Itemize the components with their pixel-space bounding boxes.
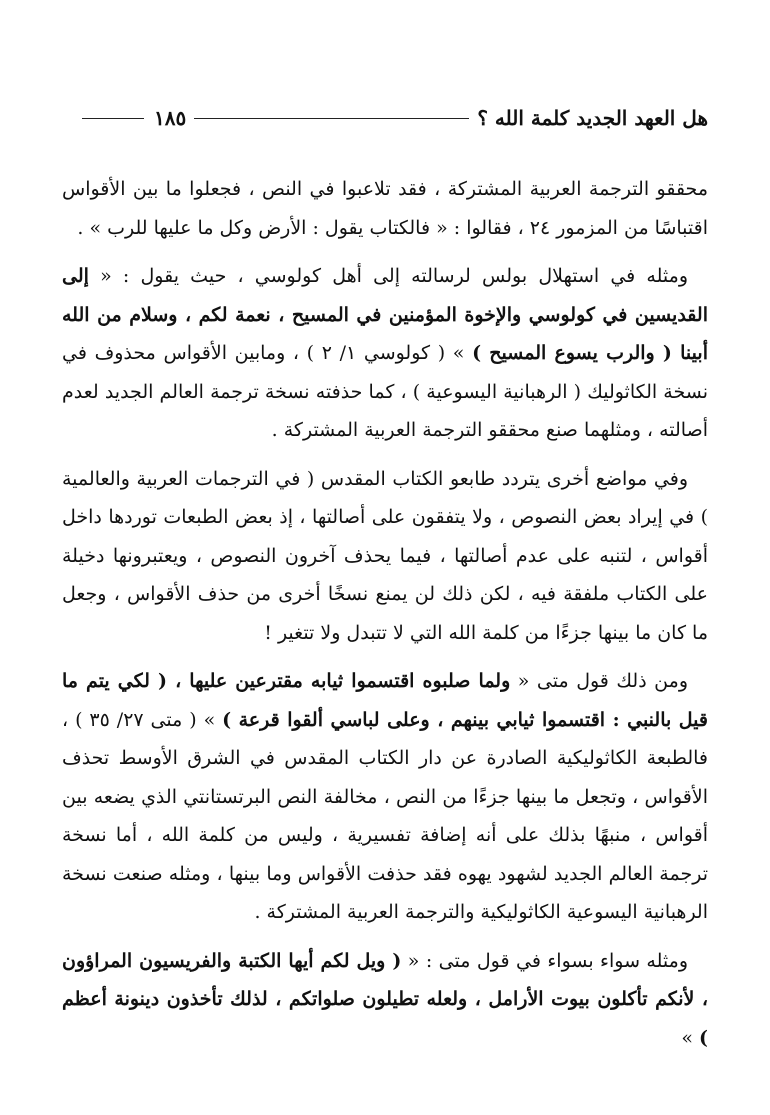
- paragraph-text: » ( متى ٢٧/ ٣٥ ) ، فالطبعة الكاثوليكية الصادرة عن دار الكتاب المقدس في الشرق الأوسط تحذف الأقواس ، وتجعل ما بينها جزءًا من النص ، مخالفة النص البرتستانتي الذي يضعه بين أقواس ، منبهًا بذلك على أنه إضافة تفسيرية ، وليس من كلمة الله ، أما نسخة ترجمة العالم الجديد لشهود يهوه فقد حذفت الأقواس وما بينها ، ومثله صنعت نسخة الرهبانية اليسوعية الكاثوليكية والترجمة العربية المشتركة .: [62, 708, 709, 923]
- paragraph: [62, 170, 708, 247]
- scripture-quote: ولما صلبوه اقتسموا ثيابه مقترعين عليها ، ( لكي يتم ما قيل بالنبي : اقتسموا ثيابي بينهم ، وعلى لباسي ألقوا قرعة ): [62, 670, 708, 731]
- scripture-quote: إلى القديسين في كولوسي والإخوة المؤمنين في المسيح ، نعمة لكم ، وسلام من الله أبينا ( والرب يسوع المسيح ): [62, 265, 708, 364]
- paragraph-text: » ( كولوسي ١/ ٢ ) ، ومابين الأقواس محذوف في نسخة الكاثوليك ( الرهبانية اليسوعية ) ، كما حذفته نسخة ترجمة العالم الجديد لعدم أصالته ، ومثلهما صنع محققو الترجمة العربية المشتركة .: [62, 342, 708, 441]
- running-header: [82, 100, 708, 136]
- body-text: [62, 170, 708, 1067]
- scripture-quote: ( ويل لكم أيها الكتبة والفريسيون المراؤون ، لأنكم تأكلون بيوت الأرامل ، ولعله تطيلون صلواتكم ، لذلك تأخذون دينونة أعظم ): [62, 949, 708, 1049]
- paragraph-text: ومثله في استهلال بولس لرسالته إلى أهل كولوسي ، حيث يقول : «: [88, 265, 688, 287]
- paragraph-text: »: [681, 1026, 699, 1049]
- paragraph: [62, 257, 708, 450]
- paragraph-text: وفي مواضع أخرى يتردد طابعو الكتاب المقدس ( في الترجمات العربية والعالمية ) في إيراد بعض النصوص ، ولا يتفقون على أصالتها ، إذ بعض الطبعات توردها داخل أقواس ، لتنبه على عدم أصالتها ، فيما يحذف آخرون النصوص ، ويعتبرونها دخيلة على الكتاب ملفقة فيه ، لكن ذلك لن يمنع نسخًا أخرى من حذف الأقواس ، وجعل ما كان ما بينها جزءًا من كلمة الله التي لا تتبدل ولا تتغير !: [62, 467, 708, 644]
- paragraph: [62, 942, 708, 1058]
- paragraph-text: ومثله سواء بسواء في قول متى : «: [401, 949, 688, 972]
- header-rule-end: [82, 118, 144, 119]
- paragraph-text: محققو الترجمة العربية المشتركة ، فقد تلاعبوا في النص ، فجعلوا ما بين الأقواس اقتباسًا من المزمور ٢٤ ، فقالوا : « فالكتاب يقول : الأرض وكل ما عليها للرب » .: [62, 178, 708, 239]
- header-rule: [194, 118, 469, 119]
- paragraph: [62, 460, 708, 653]
- page-number: ١٨٥: [154, 106, 187, 130]
- paragraph-text: ومن ذلك قول متى «: [510, 670, 688, 692]
- paragraph: [62, 662, 708, 932]
- header-title: هل العهد الجديد كلمة الله ؟: [477, 106, 708, 130]
